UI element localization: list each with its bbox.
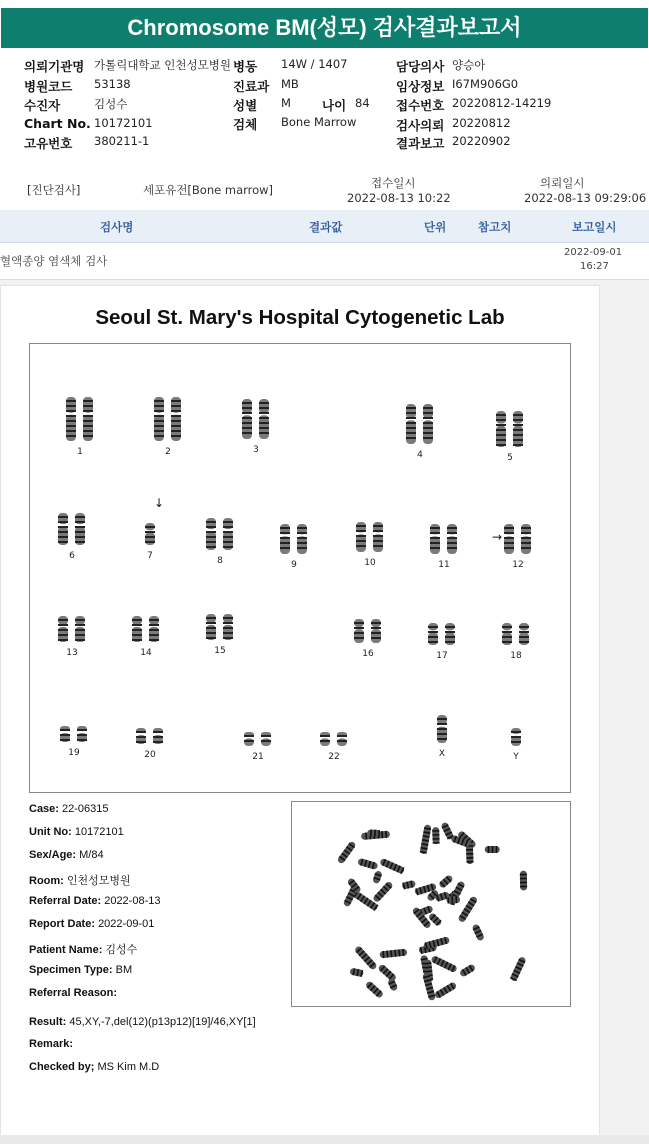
metaphase-chromosome (485, 846, 500, 853)
chromosome-image (151, 397, 185, 441)
chromosome-number: 2 (165, 447, 171, 457)
chromosome-image (351, 619, 385, 643)
metaphase-chromosome (379, 949, 407, 959)
remark-label: Remark: (29, 1038, 74, 1050)
checked-label: Checked by; (29, 1061, 95, 1073)
case-field-label: Referral Date: (29, 895, 105, 907)
metaphase-chromosome (387, 978, 398, 992)
case-field (29, 826, 124, 838)
chromosome-image (425, 623, 459, 645)
test-summary (0, 160, 649, 211)
specimen-label: 검체 (233, 117, 258, 132)
chromosome-image (434, 715, 450, 743)
chromosome-22 (317, 732, 351, 746)
bottom-strip (0, 1135, 649, 1144)
sex-value: M (281, 96, 291, 110)
receipt-no-label: 접수번호 (396, 98, 445, 113)
metaphase-chromosome (349, 968, 364, 978)
receipt-no-value: 20220812-14219 (452, 96, 552, 110)
chromosome-18 (499, 623, 533, 645)
case-field-value: 김성수 (105, 944, 138, 956)
chromosome-3 (239, 399, 273, 439)
chromosome-7 (142, 523, 158, 545)
metaphase-chromosome (432, 827, 440, 844)
metaphase-chromosome (420, 824, 432, 854)
lab-title: Seoul St. Mary's Hospital Cytogenetic Lab (95, 306, 505, 329)
chromosome-number: 18 (510, 651, 522, 661)
chromosome-16 (351, 619, 385, 643)
case-field-value: 2022-08-13 (104, 895, 161, 907)
clinical-label: 임상정보 (396, 79, 445, 94)
metaphase-chromosome (377, 963, 397, 982)
chromosome-number: X (438, 749, 446, 759)
patient-value: 김성수 (94, 97, 128, 111)
age-value: 84 (355, 96, 370, 110)
chromosome-number: 6 (69, 551, 75, 561)
chromosome-number: 20 (144, 750, 156, 760)
chromosome-number: 5 (507, 453, 513, 463)
col-result: 결과값 (309, 220, 343, 234)
case-field (29, 872, 131, 888)
chromosome-image (353, 522, 387, 552)
case-field-value: 10172101 (74, 826, 124, 838)
chromosome-19 (57, 726, 91, 742)
result-report-value: 20220902 (452, 134, 511, 148)
chromosome-number: 14 (140, 648, 152, 658)
chromosome-image (142, 523, 158, 545)
specimen-value: Bone Marrow (281, 115, 357, 129)
checked-value: MS Kim M.D (97, 1061, 160, 1073)
chromosome-image (427, 524, 461, 554)
metaphase-image (291, 801, 571, 1007)
chromosome-image (129, 616, 163, 642)
chromosome-6 (55, 513, 89, 545)
case-field (29, 918, 154, 930)
report-title: Chromosome BM(성모) 검사결과보고서 (1, 8, 648, 48)
result-report-label: 결과보고 (396, 136, 445, 151)
case-field (29, 964, 132, 976)
patient-info-panel (0, 48, 649, 161)
chromosome-image (57, 726, 91, 742)
case-field-value: 22-06315 (62, 803, 109, 815)
hospital-code-label: 병원코드 (24, 79, 73, 94)
case-field (29, 803, 109, 815)
chromosome-number: 11 (438, 560, 450, 570)
requesting-org-label: 의뢰기관명 (24, 59, 85, 74)
row-report-date: 2022-09-01 (564, 247, 623, 258)
hospital-code-value: 53138 (94, 77, 131, 91)
chromosome-x (434, 715, 450, 743)
clinical-value: I67M906G0 (452, 77, 519, 91)
chromosome-14 (129, 616, 163, 642)
unique-label: 고유번호 (24, 136, 73, 151)
metaphase-chromosome (430, 955, 457, 973)
karyotype-report (0, 285, 600, 1137)
chromosome-image (241, 732, 275, 746)
case-field-value: 2022-09-01 (98, 918, 155, 930)
chromosome-number: 15 (214, 646, 226, 656)
metaphase-chromosome (365, 980, 385, 999)
dept-label: 진료과 (233, 79, 270, 94)
row-report-time: 16:27 (580, 261, 609, 272)
metaphase-chromosome (357, 858, 378, 870)
chromosome-y (508, 728, 524, 746)
chromosome-21 (241, 732, 275, 746)
chromosome-number: 4 (417, 450, 423, 460)
row-test-name: 혈액종양 염색체 검사 (0, 254, 108, 268)
test-name: 세포유전[Bone marrow] (143, 183, 274, 197)
chromosome-image (508, 728, 524, 746)
sex-label: 성별 (233, 98, 258, 113)
metaphase-chromosome (422, 972, 436, 1001)
chromosome-image (501, 524, 535, 554)
case-field (29, 941, 137, 957)
chart-label: Chart No. (24, 116, 91, 131)
metaphase-chromosome (457, 895, 478, 923)
chart-value: 10172101 (94, 116, 153, 130)
chromosome-20 (133, 728, 167, 744)
metaphase-chromosome (510, 956, 527, 982)
chromosome-2 (151, 397, 185, 441)
chromosome-image (403, 404, 437, 444)
chromosome-11 (427, 524, 461, 554)
case-field-label: Referral Reason: (29, 987, 118, 999)
metaphase-chromosome (337, 840, 357, 864)
chromosome-9 (277, 524, 311, 554)
chromosome-number: 10 (364, 558, 376, 568)
metaphase-chromosome (354, 945, 378, 971)
chromosome-number: 3 (253, 445, 259, 455)
chromosome-image (493, 411, 527, 447)
chromosome-number: 21 (252, 752, 264, 762)
metaphase-chromosome (401, 880, 416, 890)
chromosome-image (239, 399, 273, 439)
chromosome-15 (203, 614, 237, 640)
request-dt-label: 의뢰일시 (540, 176, 585, 190)
chromosome-4 (403, 404, 437, 444)
col-report-time: 보고일시 (572, 220, 617, 234)
case-field-value: M/84 (79, 849, 104, 861)
request-value: 20220812 (452, 116, 511, 130)
receipt-datetime: 2022-08-13 10:22 (347, 191, 451, 205)
chromosome-number: 1 (77, 447, 83, 457)
chromosome-image (203, 614, 237, 640)
chromosome-number: 22 (328, 752, 340, 762)
chromosome-number: 9 (291, 560, 297, 570)
chromosome-number: 19 (68, 748, 80, 758)
chromosome-number: 7 (147, 551, 153, 561)
case-field (29, 849, 104, 861)
ward-value: 14W / 1407 (281, 57, 348, 71)
chromosome-number: 16 (362, 649, 374, 659)
chromosome-17 (425, 623, 459, 645)
case-field-label: Case: (29, 803, 63, 815)
chromosome-13 (55, 616, 89, 642)
chromosome-image (499, 623, 533, 645)
col-unit: 단위 (424, 220, 447, 234)
metaphase-chromosome (438, 874, 454, 889)
request-label: 검사의뢰 (396, 118, 445, 133)
metaphase-chromosome (372, 870, 383, 884)
case-field-value: 인천성모병원 (66, 875, 131, 887)
case-field (29, 895, 160, 907)
case-field-label: Unit No: (29, 826, 75, 838)
right-arrow-icon: → (492, 530, 503, 544)
metaphase-chromosome (520, 871, 527, 891)
case-field-label: Room: (29, 875, 67, 887)
chromosome-number: Y (513, 752, 519, 762)
doctor-label: 담당의사 (396, 59, 445, 74)
chromosome-number: 17 (436, 651, 448, 661)
metaphase-chromosome (372, 881, 394, 904)
chromosome-image (55, 616, 89, 642)
col-reference: 참고치 (478, 220, 512, 234)
chromosome-image (63, 397, 97, 441)
result-line (29, 1016, 256, 1028)
chromosome-image (277, 524, 311, 554)
case-field-label: Sex/Age: (29, 849, 80, 861)
down-arrow-icon: ↓ (154, 496, 165, 510)
case-field-label: Patient Name: (29, 944, 106, 956)
chromosome-image (55, 513, 89, 545)
karyogram-panel (29, 343, 571, 793)
chromosome-image (133, 728, 167, 744)
age-label: 나이 (322, 98, 347, 113)
remark-line (29, 1038, 73, 1050)
requesting-org-value: 가톨릭대학교 인천성모병원 (94, 58, 231, 72)
chromosome-number: 8 (217, 556, 223, 566)
chromosome-5 (493, 411, 527, 447)
request-datetime: 2022-08-13 09:29:06 (524, 191, 647, 205)
chromosome-10 (353, 522, 387, 552)
case-field-label: Specimen Type: (29, 964, 116, 976)
metaphase-chromosome (367, 829, 381, 837)
metaphase-chromosome (459, 963, 476, 977)
metaphase-spread (292, 802, 570, 1006)
chromosome-1 (63, 397, 97, 441)
chromosome-12 (501, 524, 535, 554)
metaphase-chromosome (471, 923, 484, 941)
col-test-name: 검사명 (100, 220, 134, 234)
result-table-header (0, 210, 649, 243)
diag-test-tag: [진단검사] (27, 183, 81, 197)
chromosome-number: 13 (66, 648, 78, 658)
ward-label: 병동 (233, 59, 258, 74)
dept-value: MB (281, 77, 299, 91)
case-field (29, 987, 117, 999)
receipt-label: 접수일시 (371, 176, 416, 190)
patient-label: 수진자 (24, 98, 61, 113)
result-value: 45,XY,-7,del(12)(p13p12)[19]/46,XY[1] (69, 1016, 256, 1028)
chromosome-number: 12 (512, 560, 524, 570)
table-row[interactable] (0, 243, 649, 280)
unique-value: 380211-1 (94, 134, 150, 148)
case-field-value: BM (115, 964, 133, 976)
chromosome-8 (203, 518, 237, 550)
result-label: Result: (29, 1016, 67, 1028)
metaphase-chromosome (379, 858, 405, 875)
case-field-label: Report Date: (29, 918, 99, 930)
checked-line (29, 1061, 159, 1073)
chromosome-image (317, 732, 351, 746)
chromosome-image (203, 518, 237, 550)
metaphase-chromosome (434, 981, 458, 999)
doctor-value: 양승아 (452, 58, 486, 72)
